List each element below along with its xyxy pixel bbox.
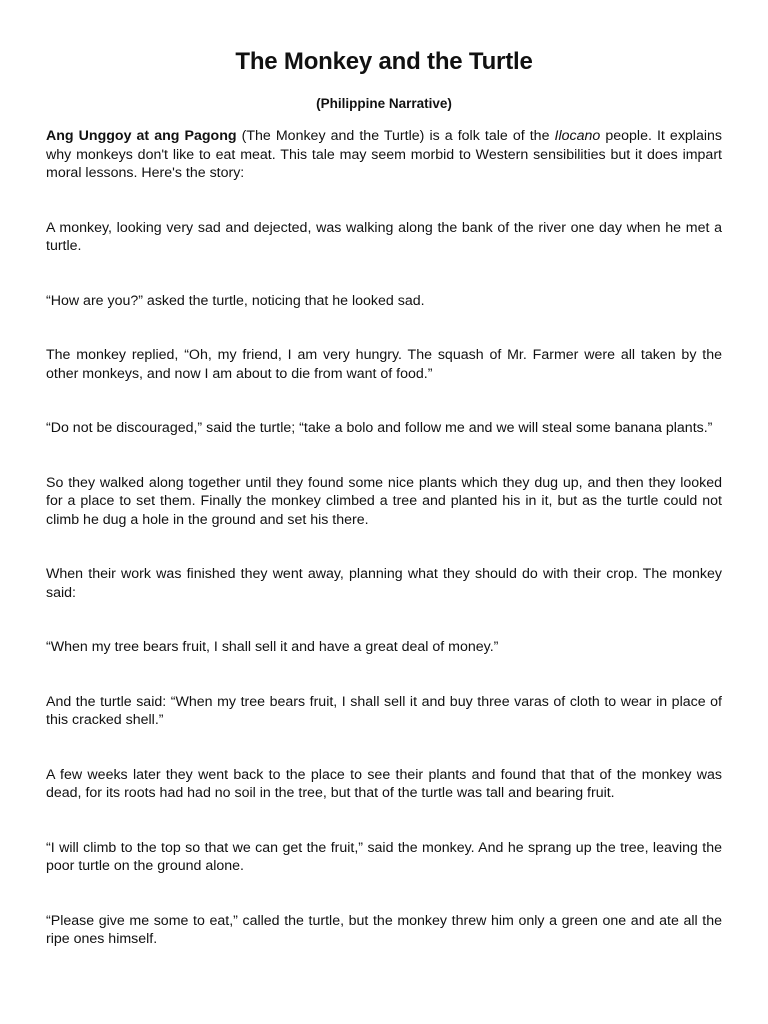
document-subtitle: (Philippine Narrative) bbox=[316, 96, 452, 111]
story-paragraph-7: “When my tree bears fruit, I shall sell it and have a great deal of money.” bbox=[46, 639, 499, 655]
story-paragraph-4: “Do not be discouraged,” said the turtle; “take a bolo and follow me and we will steal some banana plants.” bbox=[46, 420, 713, 436]
story-paragraph-1: A monkey, looking very sad and dejected, was walking along the bank of the river one day when he met a turtle. bbox=[46, 219, 722, 254]
intro-bold-title: Ang Unggoy at ang Pagong bbox=[46, 128, 237, 144]
story-paragraph-2: “How are you?” asked the turtle, noticing that he looked sad. bbox=[46, 292, 425, 309]
document-title: The Monkey and the Turtle bbox=[235, 48, 533, 75]
intro-italic: Ilocano bbox=[554, 128, 601, 144]
intro-text-2: people. It explains why monkeys don't like to eat meat. This tale may seem morbid to Western sensibilities but it does impart moral lessons. Here's the story: bbox=[46, 128, 722, 181]
intro-text-1: (The Monkey and the Turtle) is a folk tale of the bbox=[236, 128, 555, 144]
story-paragraph-6: When their work was finished they went away, planning what they should do with their crop. The monkey said: bbox=[46, 566, 722, 601]
story-paragraph-11: “Please give me some to eat,” called the turtle, but the monkey threw him only a green one and ate all the ripe ones himself. bbox=[46, 912, 722, 947]
story-paragraph-8: And the turtle said: “When my tree bears fruit, I shall sell it and buy three varas of cloth to wear in place of this cracked shell.” bbox=[46, 693, 722, 728]
story-paragraph-9: A few weeks later they went back to the place to see their plants and found that that of the monkey was dead, for its roots had had no soil in the tree, but that of the turtle was tall and bearing fruit. bbox=[46, 766, 722, 801]
story-paragraph-3: The monkey replied, “Oh, my friend, I am very hungry. The squash of Mr. Farmer were all taken by the other monkeys, and now I am about to die from want of food.” bbox=[46, 347, 722, 382]
intro-paragraph bbox=[46, 127, 722, 183]
story-paragraph-5: So they walked along together until they found some nice plants which they dug up, and then they looked for a place to set them. Finally the monkey climbed a tree and planted his in it, but as the turtle could not climb he dug a hole in the ground and set his there. bbox=[46, 474, 722, 528]
story-paragraph-10: “I will climb to the top so that we can get the fruit,” said the monkey. And he sprang up the tree, leaving the poor turtle on the ground alone. bbox=[46, 839, 722, 874]
